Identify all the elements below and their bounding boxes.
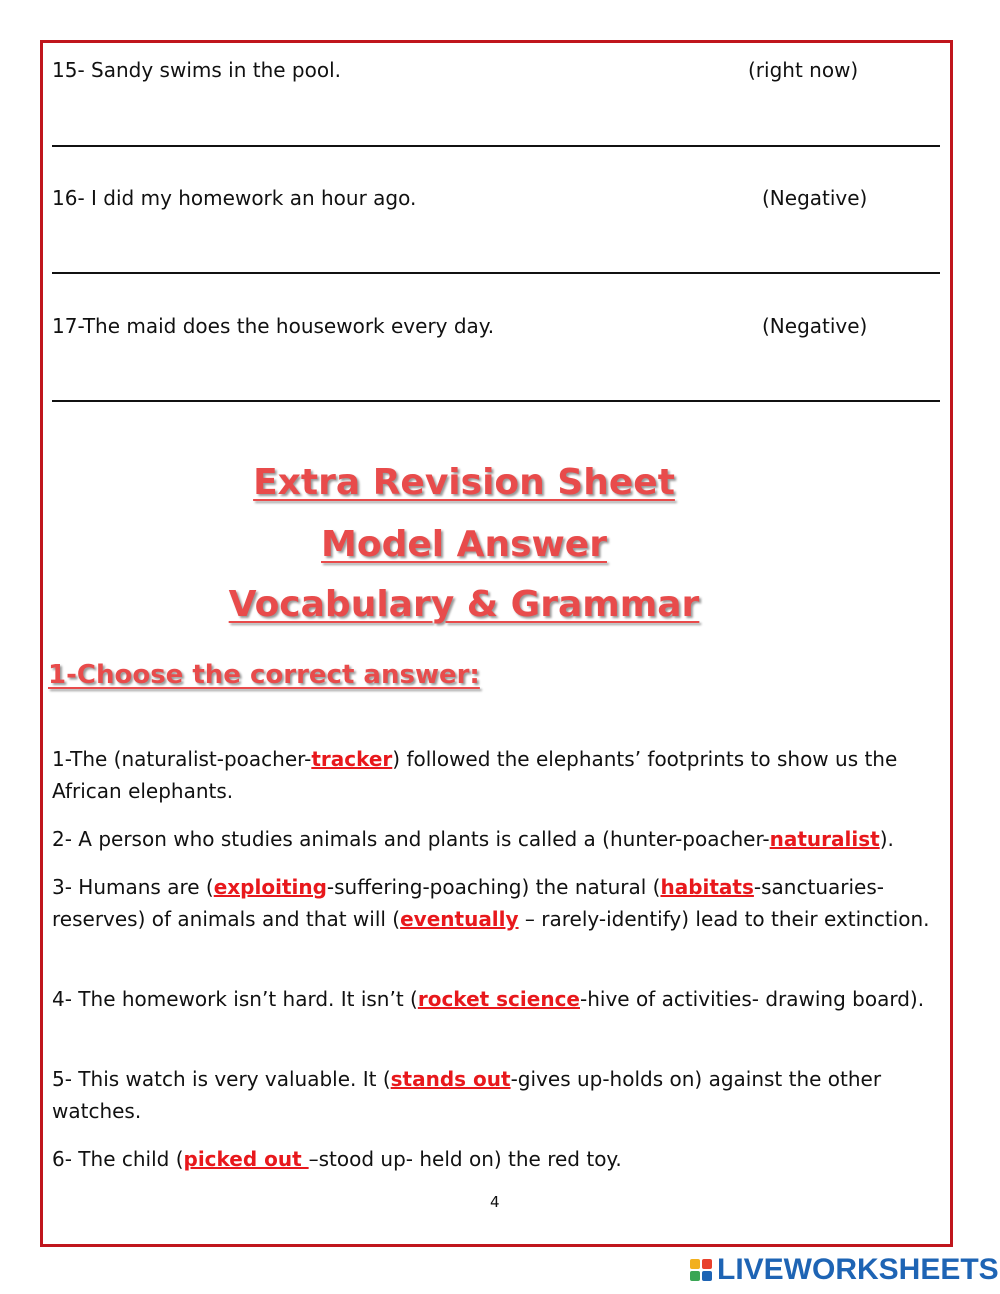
question-15 bbox=[52, 58, 912, 82]
item-text: -sanctuaries-reserves) of animals and that will ( bbox=[52, 875, 884, 931]
logo-icon bbox=[690, 1259, 712, 1281]
correct-answer: eventually bbox=[400, 907, 519, 931]
page-number: 4 bbox=[490, 1193, 500, 1211]
correct-answer: picked out bbox=[183, 1147, 309, 1171]
item-text: -suffering-poaching) the natural ( bbox=[326, 875, 661, 899]
logo-square bbox=[690, 1259, 700, 1269]
question-text: 15- Sandy swims in the pool. bbox=[52, 58, 341, 82]
answer-line-16[interactable] bbox=[52, 272, 940, 274]
correct-answer: rocket science bbox=[417, 987, 580, 1011]
item-6 bbox=[52, 1143, 932, 1175]
item-4 bbox=[52, 983, 932, 1015]
question-hint: (Negative) bbox=[762, 314, 868, 338]
correct-answer: tracker bbox=[311, 747, 393, 771]
title-vocabulary-grammar: Vocabulary & Grammar bbox=[228, 584, 700, 625]
correct-answer: exploiting bbox=[213, 875, 327, 899]
section-heading: 1-Choose the correct answer: bbox=[48, 660, 480, 690]
question-17 bbox=[52, 314, 912, 338]
answer-line-15[interactable] bbox=[52, 145, 940, 147]
question-text: 17-The maid does the housework every day. bbox=[52, 314, 495, 338]
item-text: 2- A person who studies animals and plants is called a (hunter-poacher- bbox=[52, 827, 770, 851]
question-hint: (right now) bbox=[748, 58, 859, 82]
answer-line-17[interactable] bbox=[52, 400, 940, 402]
item-text: 5- This watch is very valuable. It ( bbox=[52, 1067, 391, 1091]
item-text: 6- The child ( bbox=[52, 1147, 184, 1171]
item-1 bbox=[52, 743, 932, 807]
item-text: -gives up-holds on) against the other watches. bbox=[52, 1067, 882, 1123]
logo-square bbox=[702, 1271, 712, 1281]
item-text: 4- The homework isn’t hard. It isn’t ( bbox=[52, 987, 418, 1011]
item-text: – rarely-identify) lead to their extinction. bbox=[518, 907, 930, 931]
logo-square bbox=[690, 1271, 700, 1281]
item-text: ). bbox=[879, 827, 894, 851]
item-text: -hive of activities- drawing board). bbox=[580, 987, 925, 1011]
item-3 bbox=[52, 871, 932, 935]
logo-square bbox=[702, 1259, 712, 1269]
question-hint: (Negative) bbox=[762, 186, 868, 210]
correct-answer: stands out bbox=[390, 1067, 511, 1091]
question-16 bbox=[52, 186, 912, 210]
correct-answer: naturalist bbox=[769, 827, 880, 851]
item-text: 1-The (naturalist-poacher- bbox=[52, 747, 312, 771]
correct-answer: habitats bbox=[660, 875, 754, 899]
item-text: –stood up- held on) the red toy. bbox=[308, 1147, 622, 1171]
item-text: 3- Humans are ( bbox=[52, 875, 214, 899]
liveworksheets-logo[interactable] bbox=[690, 1254, 999, 1286]
logo-text: LIVEWORKSHEETS bbox=[717, 1253, 999, 1286]
question-text: 16- I did my homework an hour ago. bbox=[52, 186, 417, 210]
title-model-answer: Model Answer bbox=[321, 524, 607, 565]
title-extra-revision-sheet: Extra Revision Sheet bbox=[253, 462, 675, 503]
item-5 bbox=[52, 1063, 932, 1127]
item-2 bbox=[52, 823, 932, 855]
item-text: ) followed the elephants’ footprints to show us the African elephants. bbox=[52, 747, 898, 803]
